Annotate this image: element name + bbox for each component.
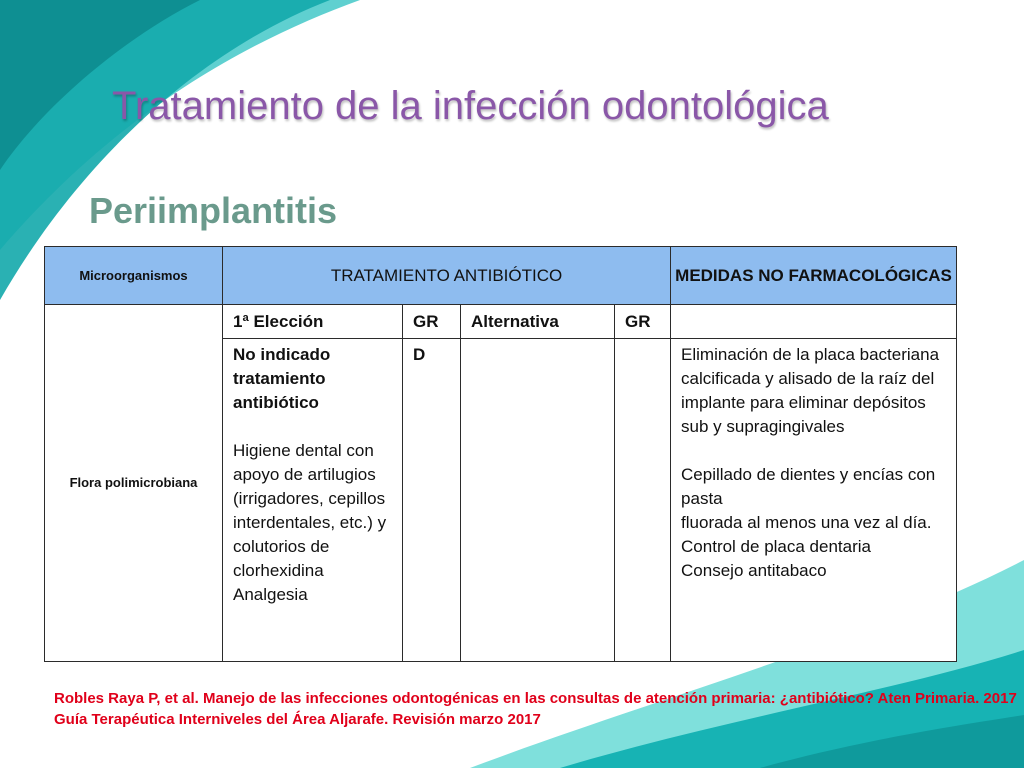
reference-1: Robles Raya P, et al. Manejo de las infecciones odontogénicas en las consultas de atención primaria: ¿antibiótico? Aten Primaria. 2017 <box>54 690 1017 707</box>
slide-subtitle: Periimplantitis <box>89 190 338 231</box>
subheader-first-choice: 1ª Elección <box>223 305 403 339</box>
cell-gr-1: D <box>403 339 461 662</box>
references <box>54 688 1017 730</box>
cell-gr-2 <box>615 339 671 662</box>
non-pharma-2: Cepillado de dientes y encías con pasta <box>681 465 936 508</box>
subheader-gr-1: GR <box>403 305 461 339</box>
first-choice-extra: Analgesia <box>233 585 308 604</box>
header-microorganisms: Microorganismos <box>45 247 223 305</box>
non-pharma-3: fluorada al menos una vez al día. <box>681 513 932 532</box>
treatment-table <box>44 246 957 662</box>
first-choice-bold: No indicado tratamiento antibiótico <box>233 345 331 412</box>
first-choice-detail: Higiene dental con apoyo de artilugios (irrigadores, cepillos interdentales, etc.) y colutorios de clorhexidina <box>233 441 387 580</box>
header-antibiotic-treatment: TRATAMIENTO ANTIBIÓTICO <box>223 247 671 305</box>
subheader-empty <box>671 305 957 339</box>
non-pharma-5: Consejo antitabaco <box>681 561 827 580</box>
reference-2: Guía Terapéutica Interniveles del Área Aljarafe. Revisión marzo 2017 <box>54 711 541 728</box>
cell-non-pharma <box>671 339 957 662</box>
cell-first-choice <box>223 339 403 662</box>
subheader-alternative: Alternativa <box>461 305 615 339</box>
subheader-gr-2: GR <box>615 305 671 339</box>
cell-alternative <box>461 339 615 662</box>
cell-microorganism: Flora polimicrobiana <box>45 305 223 662</box>
non-pharma-1: Eliminación de la placa bacteriana calcificada y alisado de la raíz del implante para eliminar depósitos sub y supragingivales <box>681 345 940 436</box>
table-subheader-row <box>45 305 957 339</box>
non-pharma-4: Control de placa dentaria <box>681 537 871 556</box>
slide-title: Tratamiento de la infección odontológica <box>112 84 829 128</box>
table-header-row <box>45 247 957 305</box>
header-non-pharma: MEDIDAS NO FARMACOLÓGICAS <box>671 247 957 305</box>
